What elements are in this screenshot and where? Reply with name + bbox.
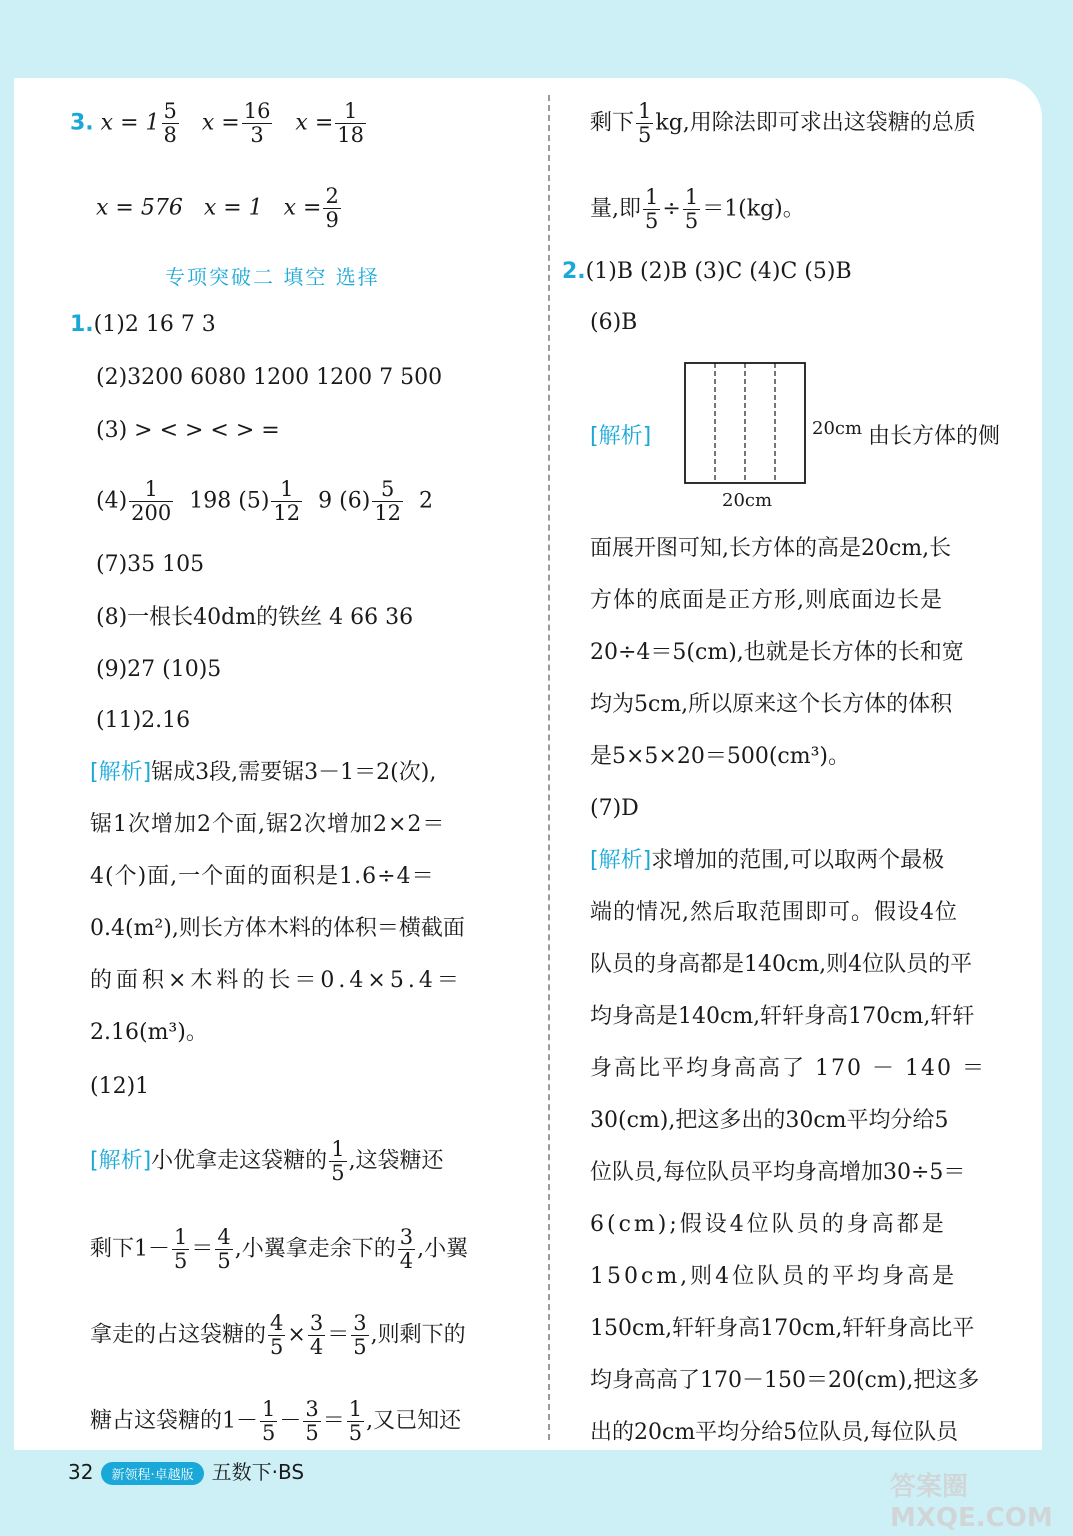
frac: $\frac{1}{5}$ — [174, 1225, 188, 1273]
analysis-tag: [解析] — [90, 760, 152, 785]
page-footer — [68, 1456, 304, 1485]
frac: $\frac{1}{200}$ — [131, 477, 172, 525]
frac: $\frac{4}{5}$ — [270, 1311, 284, 1359]
brand-badge: 新领程·卓越版 — [101, 1462, 203, 1485]
frac: $\frac{16}{3}$ — [243, 99, 271, 147]
explanation-line: 150cm,轩轩身高170cm,轩轩身高比平 — [590, 1316, 975, 1341]
q3-b: x = — [201, 110, 240, 136]
explanation-line: 剩下 $\frac{1}{5}$ kg,用除法即可求出这袋糖的总质 — [590, 99, 976, 147]
answer-line: (12)1 — [90, 1074, 150, 1099]
explanation-line: [解析]小优拿走这袋糖的 $\frac{1}{5}$ ,这袋糖还 — [90, 1137, 444, 1185]
explanation-line: 150cm,则4位队员的平均身高是 — [590, 1264, 958, 1289]
watermark-logo: 答案圈 MXQE.COM — [890, 1472, 1053, 1533]
explanation-line: [解析]锯成3段,需要锯3－1＝2(次), — [90, 760, 437, 785]
q3-a: x = 1 — [100, 110, 160, 136]
unfolded-side-figure — [680, 360, 810, 490]
explanation-line: 2.16(m³)。 — [90, 1020, 208, 1045]
explanation-line: 均身高高了170－150＝20(cm),把这多 — [590, 1368, 980, 1393]
explanation-line: 面展开图可知,长方体的高是20cm,长 — [590, 536, 952, 561]
explanation-line: 拿走的占这袋糖的 $\frac{4}{5}$ × $\frac{3}{4}$ ＝ $\frac{3}{5}$ ,则剩下的 — [90, 1311, 466, 1359]
explanation-line: 4(个)面,一个面的面积是1.6÷4＝ — [90, 864, 435, 889]
section-title: 专项突破二 填空 选择 — [165, 265, 380, 289]
answer-line: (6)B — [590, 310, 638, 335]
frac: $\frac{4}{5}$ — [217, 1225, 231, 1273]
analysis-tag: [解析] — [90, 1148, 152, 1174]
frac: $\frac{3}{4}$ — [399, 1225, 414, 1273]
page-number: 32 — [68, 1460, 94, 1484]
frac: $\frac{3}{4}$ — [309, 1311, 324, 1359]
frac: $\frac{5}{8}$ — [163, 99, 177, 147]
explanation-line: 糖占这袋糖的1－ $\frac{1}{5}$ － $\frac{3}{5}$ ＝ $\frac{1}{5}$ ,又已知还 — [90, 1397, 462, 1445]
frac: $\frac{1}{5}$ — [331, 1137, 345, 1185]
analysis-tag — [590, 422, 651, 452]
q3-e: x = 1 — [203, 195, 263, 221]
q2-line1: 2.(1)B (2)B (3)C (4)C (5)B — [562, 259, 852, 284]
answer-line: (8)一根长40dm的铁丝 4 66 36 — [96, 605, 414, 630]
explanation-line: 位队员,每位队员平均身高增加30÷5＝ — [590, 1160, 966, 1185]
figure-side-label: 20cm — [812, 418, 863, 439]
answer-line: (7)D — [590, 796, 639, 821]
figure-bottom-label: 20cm — [722, 490, 773, 511]
subject-label: 五数下·BS — [211, 1460, 305, 1484]
explanation-line: 量,即 $\frac{1}{5}$ ÷ $\frac{1}{5}$ ＝1(kg)。 — [590, 185, 805, 233]
q2-label: 2. — [562, 259, 586, 284]
answer-line: (1)2 16 7 3 — [93, 312, 216, 337]
explanation-line: 的面积×木料的长＝0.4×5.4＝ — [90, 968, 463, 993]
frac: $\frac{2}{9}$ — [325, 184, 339, 232]
q1-label: 1. — [70, 312, 94, 337]
explanation-line: 30(cm),把这多出的30cm平均分给5 — [590, 1108, 949, 1133]
frac: $\frac{1}{12}$ — [273, 477, 301, 525]
frac: $\frac{1}{5}$ — [638, 99, 652, 147]
answer-line: (11)2.16 — [96, 708, 191, 733]
frac: $\frac{1}{5}$ — [348, 1397, 363, 1445]
q3-d: x = 576 — [96, 195, 183, 221]
frac: $\frac{1}{5}$ — [262, 1397, 276, 1445]
answer-line: (7)35 105 — [96, 552, 205, 577]
answer-line: (2)3200 6080 1200 1200 7 500 — [96, 365, 443, 390]
frac: $\frac{1}{5}$ — [645, 185, 659, 233]
frac: $\frac{1}{18}$ — [337, 99, 364, 147]
explanation-line: 锯1次增加2个面,锯2次增加2×2＝ — [90, 812, 446, 837]
answer-line: (3) > < > < > = — [96, 418, 280, 443]
explanation-line: 出的20cm平均分给5位队员,每位队员 — [590, 1420, 959, 1445]
frac: $\frac{3}{5}$ — [305, 1397, 319, 1445]
q3-label: 3. — [70, 110, 94, 136]
explanation-line: 是5×5×20＝500(cm³)。 — [590, 744, 851, 769]
q3-f: x = — [283, 195, 322, 221]
q3-c: x = — [295, 110, 334, 136]
answer-line-fractions: (4) $\frac{1}{200}$ 198 (5) $\frac{1}{12}$ 9 (6) $\frac{5}{12}$ 2 — [96, 477, 434, 525]
q3-line1 — [70, 100, 368, 147]
frac: $\frac{3}{5}$ — [353, 1311, 367, 1359]
explanation-line: 端的情况,然后取范围即可。假设4位 — [590, 900, 958, 925]
explanation-line: [解析]求增加的范围,可以取两个最极 — [590, 848, 945, 873]
analysis-tag: [解析] — [590, 848, 652, 873]
frac: $\frac{1}{5}$ — [684, 185, 699, 233]
explanation-line: 方体的底面是正方形,则底面边长是 — [590, 588, 943, 613]
analysis-tag-text: [解析] — [590, 424, 652, 449]
q3-line2 — [96, 185, 343, 232]
explanation-line: 均身高是140cm,轩轩身高170cm,轩轩 — [590, 1004, 975, 1029]
explanation-line: 由长方体的侧 — [868, 424, 1001, 449]
explanation-line: 身高比平均身高高了 170 － 140 ＝ — [590, 1056, 986, 1081]
explanation-line: 均为5cm,所以原来这个长方体的体积 — [590, 692, 953, 717]
explanation-line: 队员的身高都是140cm,则4位队员的平 — [590, 952, 973, 977]
q1-line1 — [70, 310, 216, 340]
explanation-line: 剩下1－ $\frac{1}{5}$ ＝ $\frac{4}{5}$ ,小翼拿走余下的 $\frac{3}{4}$ ,小翼 — [90, 1225, 469, 1273]
answer-line: (9)27 (10)5 — [96, 657, 222, 682]
explanation-line: 6(cm);假设4位队员的身高都是 — [590, 1212, 947, 1237]
column-divider — [548, 95, 550, 1440]
explanation-line: 20÷4＝5(cm),也就是长方体的长和宽 — [590, 640, 964, 665]
frac: $\frac{5}{12}$ — [374, 477, 402, 525]
explanation-line: 0.4(m²),则长方体木料的体积＝横截面 — [90, 916, 465, 941]
